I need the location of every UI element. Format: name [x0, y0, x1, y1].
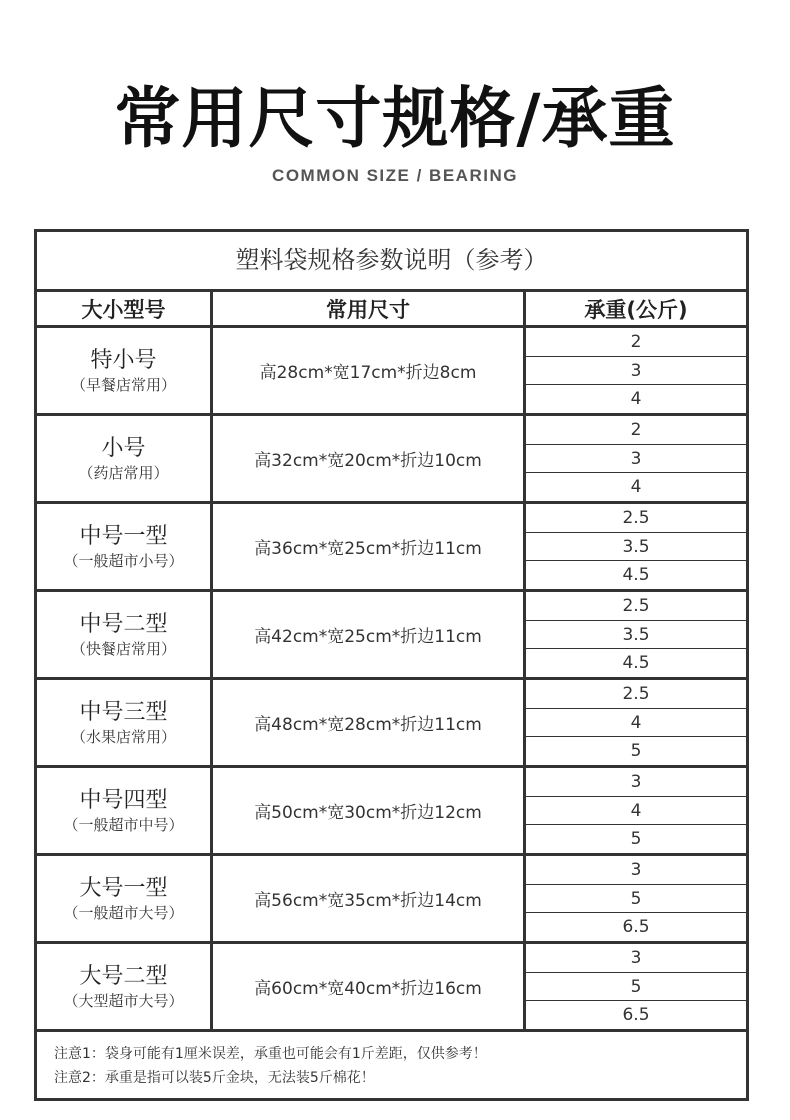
- size-usage: （药店常用）: [78, 463, 169, 482]
- size-usage: （水果店常用）: [70, 727, 176, 746]
- size-usage: （早餐店常用）: [70, 375, 176, 394]
- bearing-value: 3: [526, 768, 746, 797]
- dimensions-cell: 高36cm*宽25cm*折边11cm: [213, 504, 526, 589]
- bearing-cell: [526, 592, 746, 677]
- dimensions-cell: 高60cm*宽40cm*折边16cm: [213, 944, 526, 1029]
- bearing-value: 2.5: [526, 504, 746, 533]
- bearing-value: 4.5: [622, 565, 650, 586]
- bearing-value: 5: [630, 741, 642, 762]
- size-cell: [37, 944, 213, 1029]
- size-cell: [37, 504, 213, 589]
- size-usage: （一般超市大号）: [63, 903, 184, 922]
- table-row: [37, 680, 746, 768]
- table-row: [37, 328, 746, 416]
- bearing-value: 2: [526, 416, 746, 445]
- note-line: 注意1：袋身可能有1厘米误差，承重也可能会有1斤差距，仅供参考！: [54, 1046, 487, 1062]
- bearing-cell: [526, 416, 746, 501]
- size-name: 小号: [101, 435, 146, 461]
- size-name: 中号四型: [79, 787, 168, 813]
- table-row: [37, 504, 746, 592]
- size-cell: [37, 328, 213, 413]
- bearing-value: 5: [526, 973, 746, 1002]
- size-name: 特小号: [90, 347, 157, 373]
- bearing-value: 4: [630, 477, 642, 498]
- bearing-value: 3: [526, 856, 746, 885]
- size-cell: [37, 416, 213, 501]
- size-usage: （大型超市大号）: [63, 991, 184, 1010]
- bearing-value: 6.5: [622, 917, 650, 938]
- table-row: [37, 416, 746, 504]
- table-row: [37, 768, 746, 856]
- bearing-cell: [526, 768, 746, 853]
- bearing-value: 4: [526, 709, 746, 738]
- dimensions-cell: 高28cm*宽17cm*折边8cm: [213, 328, 526, 413]
- bearing-cell: [526, 680, 746, 765]
- column-header-size: 大小型号: [37, 292, 213, 325]
- table-row: [37, 944, 746, 1032]
- bearing-value: 5: [630, 829, 642, 850]
- bearing-value: 3: [526, 357, 746, 386]
- bearing-value: 3: [526, 944, 746, 973]
- size-cell: [37, 768, 213, 853]
- size-name: 中号一型: [79, 523, 168, 549]
- bearing-value: 2.5: [526, 592, 746, 621]
- size-cell: [37, 592, 213, 677]
- dimensions-cell: 高42cm*宽25cm*折边11cm: [213, 592, 526, 677]
- size-cell: [37, 680, 213, 765]
- bearing-cell: [526, 856, 746, 941]
- notes-section: [37, 1032, 746, 1098]
- bearing-value: 2: [526, 328, 746, 357]
- size-name: 中号二型: [79, 611, 168, 637]
- bearing-value: 4: [630, 389, 642, 410]
- size-name: 中号三型: [79, 699, 168, 725]
- size-name: 大号一型: [79, 875, 168, 901]
- bearing-cell: [526, 504, 746, 589]
- page-subtitle: COMMON SIZE / BEARING: [272, 166, 518, 185]
- note-line: 注意2：承重是指可以装5斤金块，无法装5斤棉花！: [54, 1070, 375, 1086]
- bearing-value: 2.5: [526, 680, 746, 709]
- bearing-value: 3: [526, 445, 746, 474]
- column-header-dimensions: 常用尺寸: [213, 292, 526, 325]
- page-title: 常用尺寸规格/承重: [114, 80, 676, 157]
- dimensions-cell: 高50cm*宽30cm*折边12cm: [213, 768, 526, 853]
- table-caption: 塑料袋规格参数说明（参考）: [37, 232, 746, 292]
- size-cell: [37, 856, 213, 941]
- bearing-value: 3.5: [526, 621, 746, 650]
- bearing-value: 5: [526, 885, 746, 914]
- size-usage: （快餐店常用）: [70, 639, 176, 658]
- size-name: 大号二型: [79, 963, 168, 989]
- spec-table: [34, 229, 749, 1101]
- size-usage: （一般超市小号）: [63, 551, 184, 570]
- dimensions-cell: 高48cm*宽28cm*折边11cm: [213, 680, 526, 765]
- dimensions-cell: 高56cm*宽35cm*折边14cm: [213, 856, 526, 941]
- table-row: [37, 592, 746, 680]
- dimensions-cell: 高32cm*宽20cm*折边10cm: [213, 416, 526, 501]
- bearing-cell: [526, 328, 746, 413]
- size-usage: （一般超市中号）: [63, 815, 184, 834]
- bearing-value: 4.5: [622, 653, 650, 674]
- table-header-row: [37, 292, 746, 328]
- bearing-cell: [526, 944, 746, 1029]
- column-header-bearing: 承重(公斤): [584, 297, 688, 322]
- bearing-value: 4: [526, 797, 746, 826]
- table-row: [37, 856, 746, 944]
- bearing-value: 6.5: [622, 1005, 650, 1026]
- bearing-value: 3.5: [526, 533, 746, 562]
